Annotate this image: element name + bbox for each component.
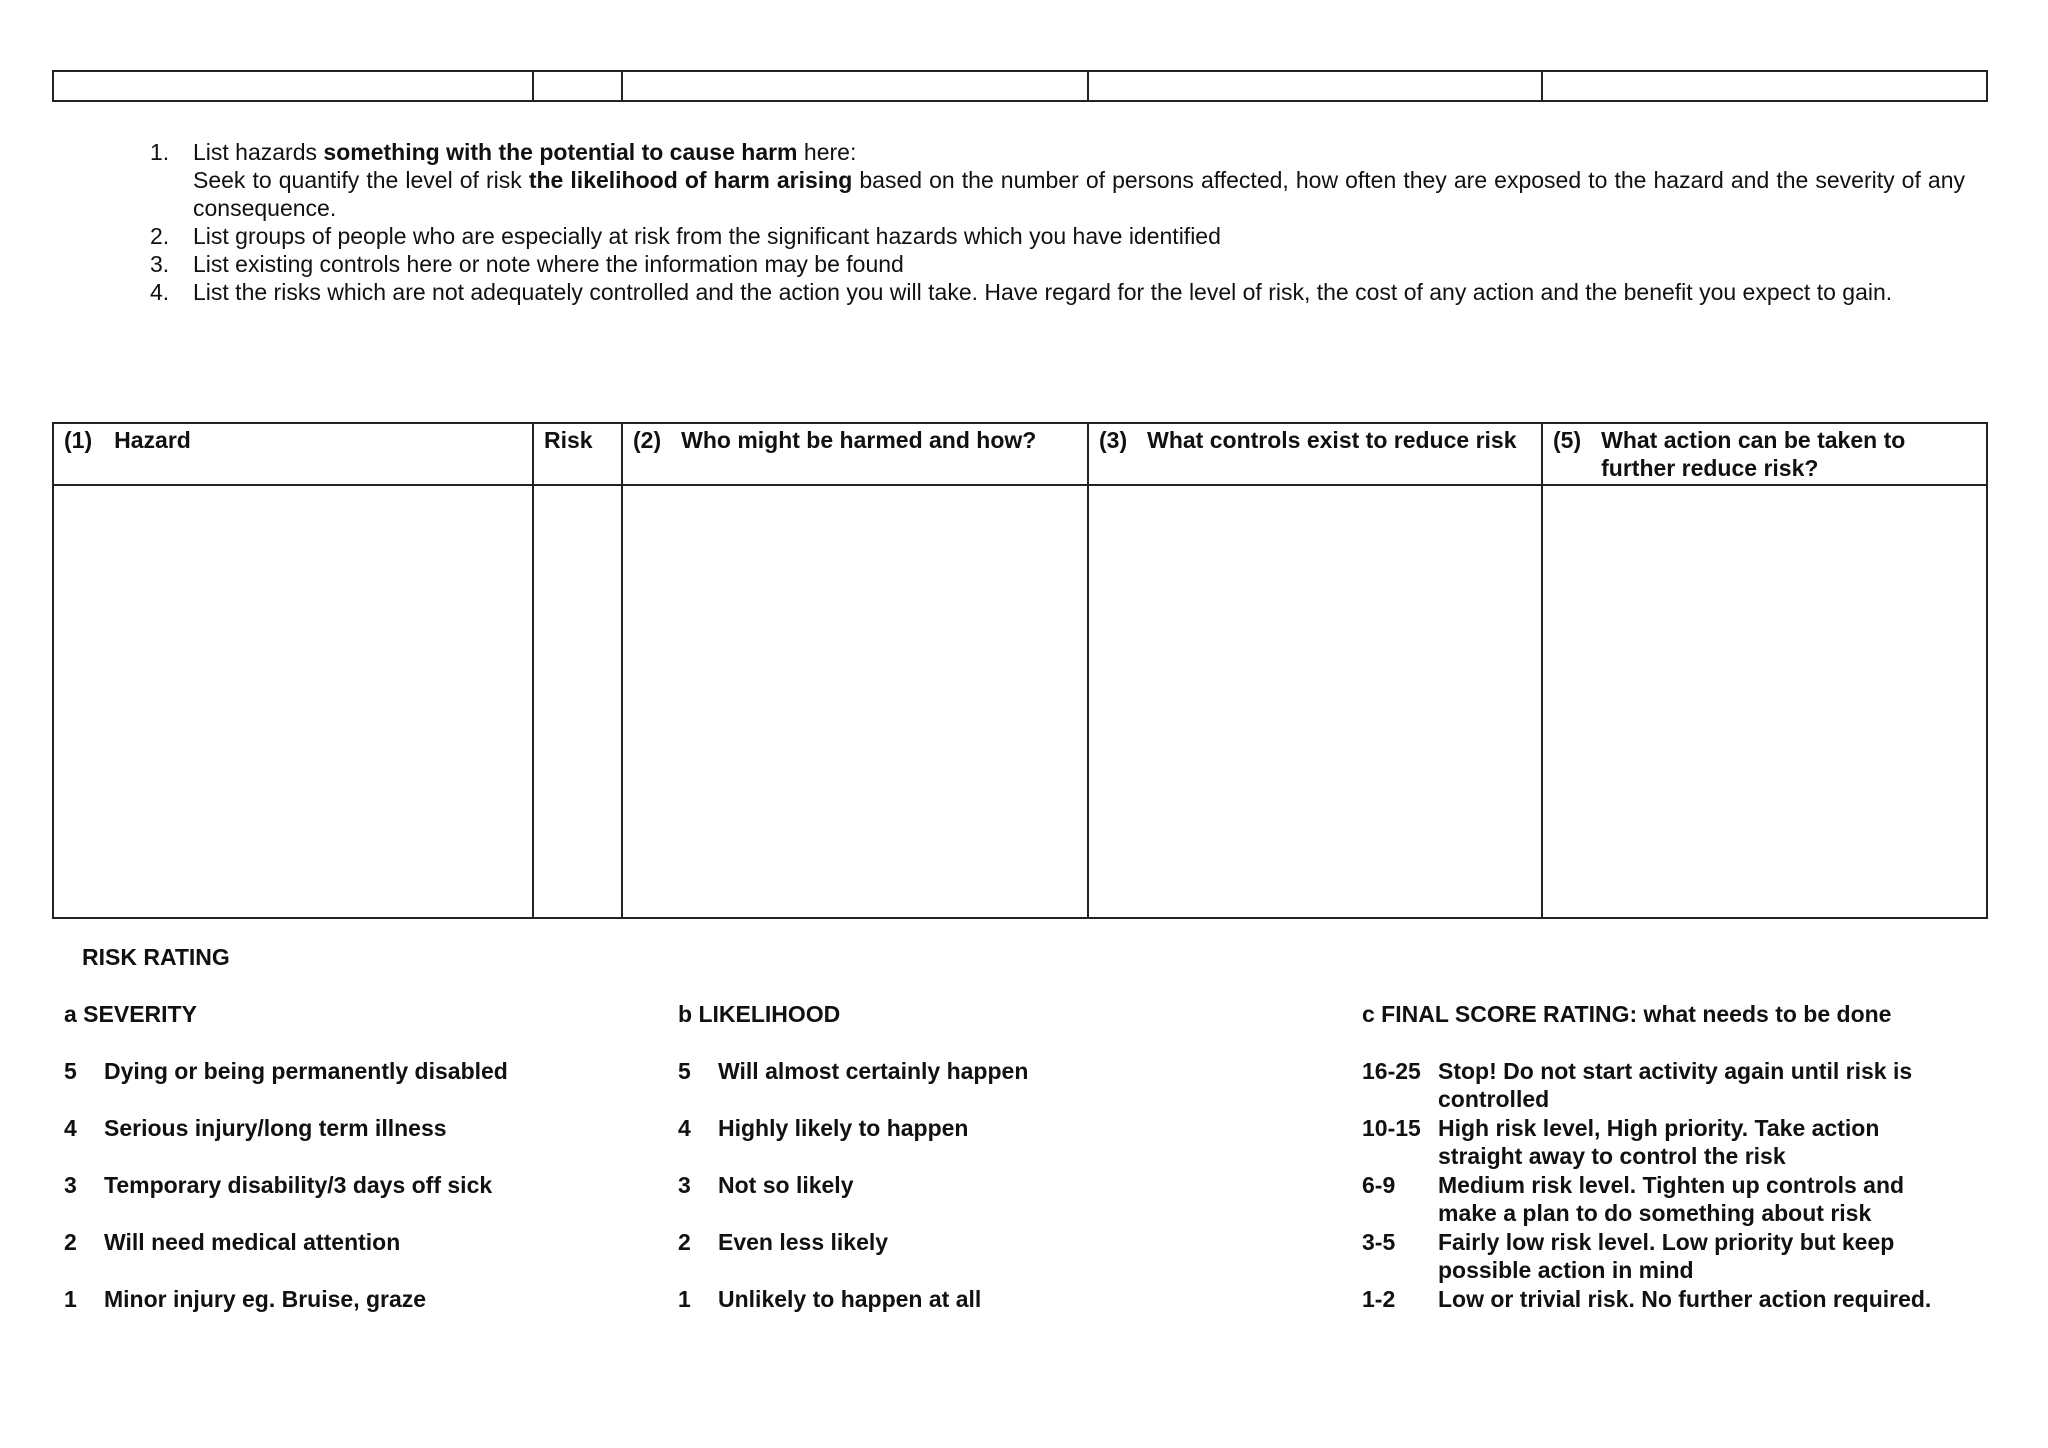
risk-assessment-table — [52, 422, 1988, 919]
header-label: What controls exist to reduce risk — [1147, 427, 1517, 453]
instructions-list — [150, 138, 1965, 306]
header-label: Who might be harmed and how? — [681, 427, 1037, 453]
top-empty-table — [52, 70, 1988, 102]
instruction-text: List groups of people who are especially at risk from the significant hazards which you have identified — [193, 223, 1221, 249]
header-action — [1542, 423, 1987, 485]
list-item: 4 Serious injury/long term illness — [64, 1115, 447, 1141]
list-item: 3 Not so likely — [678, 1172, 854, 1198]
list-item: 4 Highly likely to happen — [678, 1115, 969, 1141]
hazard-cell[interactable] — [53, 485, 533, 918]
table-header-row — [53, 423, 1987, 485]
header-risk — [533, 423, 622, 485]
instruction-number — [150, 166, 193, 222]
risk-cell[interactable] — [533, 485, 622, 918]
top-cell[interactable] — [53, 71, 533, 101]
instruction-text: Seek to quantify the level of risk the likelihood of harm arising based on the number of persons affected, how often they are exposed to the hazard and the severity of any consequence. — [193, 167, 1965, 221]
severity-heading: a SEVERITY — [64, 1001, 197, 1027]
instruction-item — [150, 138, 1965, 166]
header-who-harmed — [622, 423, 1088, 485]
list-item: 3-5 Fairly low risk level. Low priority but keep possible action in mind — [1362, 1229, 1895, 1283]
header-number: (2) — [633, 427, 662, 453]
top-cell[interactable] — [1542, 71, 1987, 101]
instruction-number: 3. — [150, 251, 170, 277]
header-number: (1) — [64, 427, 93, 453]
controls-cell[interactable] — [1088, 485, 1542, 918]
list-item: 1 Minor injury eg. Bruise, graze — [64, 1286, 427, 1312]
header-label: What action can be taken to further reduce risk? — [1601, 427, 1906, 481]
likelihood-column — [678, 1000, 1238, 1342]
header-label: Risk — [544, 427, 593, 453]
list-item: 3 Temporary disability/3 days off sick — [64, 1172, 493, 1198]
final-score-heading: c FINAL SCORE RATING: what needs to be done — [1362, 1001, 1892, 1027]
list-item: 5 Dying or being permanently disabled — [64, 1058, 508, 1084]
table-row — [53, 485, 1987, 918]
severity-column — [64, 1000, 624, 1342]
list-item: 2 Will need medical attention — [64, 1229, 401, 1255]
list-item: 1 Unlikely to happen at all — [678, 1286, 982, 1312]
likelihood-heading: b LIKELIHOOD — [678, 1001, 841, 1027]
instruction-text: List hazards something with the potential to cause harm here: — [193, 139, 857, 165]
header-controls — [1088, 423, 1542, 485]
instruction-item — [150, 166, 1965, 222]
list-item: 2 Even less likely — [678, 1229, 889, 1255]
list-item: 10-15 High risk level, High priority. Take action straight away to control the risk — [1362, 1115, 1880, 1169]
instruction-number: 2. — [150, 223, 170, 249]
instruction-number: 1. — [150, 139, 170, 165]
top-cell[interactable] — [533, 71, 622, 101]
top-table-row — [53, 71, 1987, 101]
instruction-item — [150, 250, 1965, 278]
final-score-column — [1362, 1000, 1962, 1342]
top-cell[interactable] — [1088, 71, 1542, 101]
header-label: Hazard — [114, 427, 191, 453]
risk-rating-title: RISK RATING — [82, 944, 230, 970]
instruction-text: List the risks which are not adequately controlled and the action you will take. Have regard for the level of risk, the cost of any action and the benefit you expect to gain. — [193, 279, 1893, 305]
list-item: 16-25 Stop! Do not start activity again until risk is controlled — [1362, 1058, 1913, 1112]
instruction-number: 4. — [150, 279, 170, 305]
who-harmed-cell[interactable] — [622, 485, 1088, 918]
list-item: 6-9 Medium risk level. Tighten up controls and make a plan to do something about risk — [1362, 1172, 1905, 1226]
list-item: 1-2 Low or trivial risk. No further action required. — [1362, 1286, 1932, 1312]
header-number: (3) — [1099, 427, 1128, 453]
list-item: 5 Will almost certainly happen — [678, 1058, 1029, 1084]
header-hazard — [53, 423, 533, 485]
instruction-item — [150, 278, 1965, 306]
action-cell[interactable] — [1542, 485, 1987, 918]
instruction-text: List existing controls here or note where the information may be found — [193, 251, 904, 277]
instruction-item — [150, 222, 1965, 250]
header-number: (5) — [1553, 427, 1582, 453]
top-cell[interactable] — [622, 71, 1088, 101]
